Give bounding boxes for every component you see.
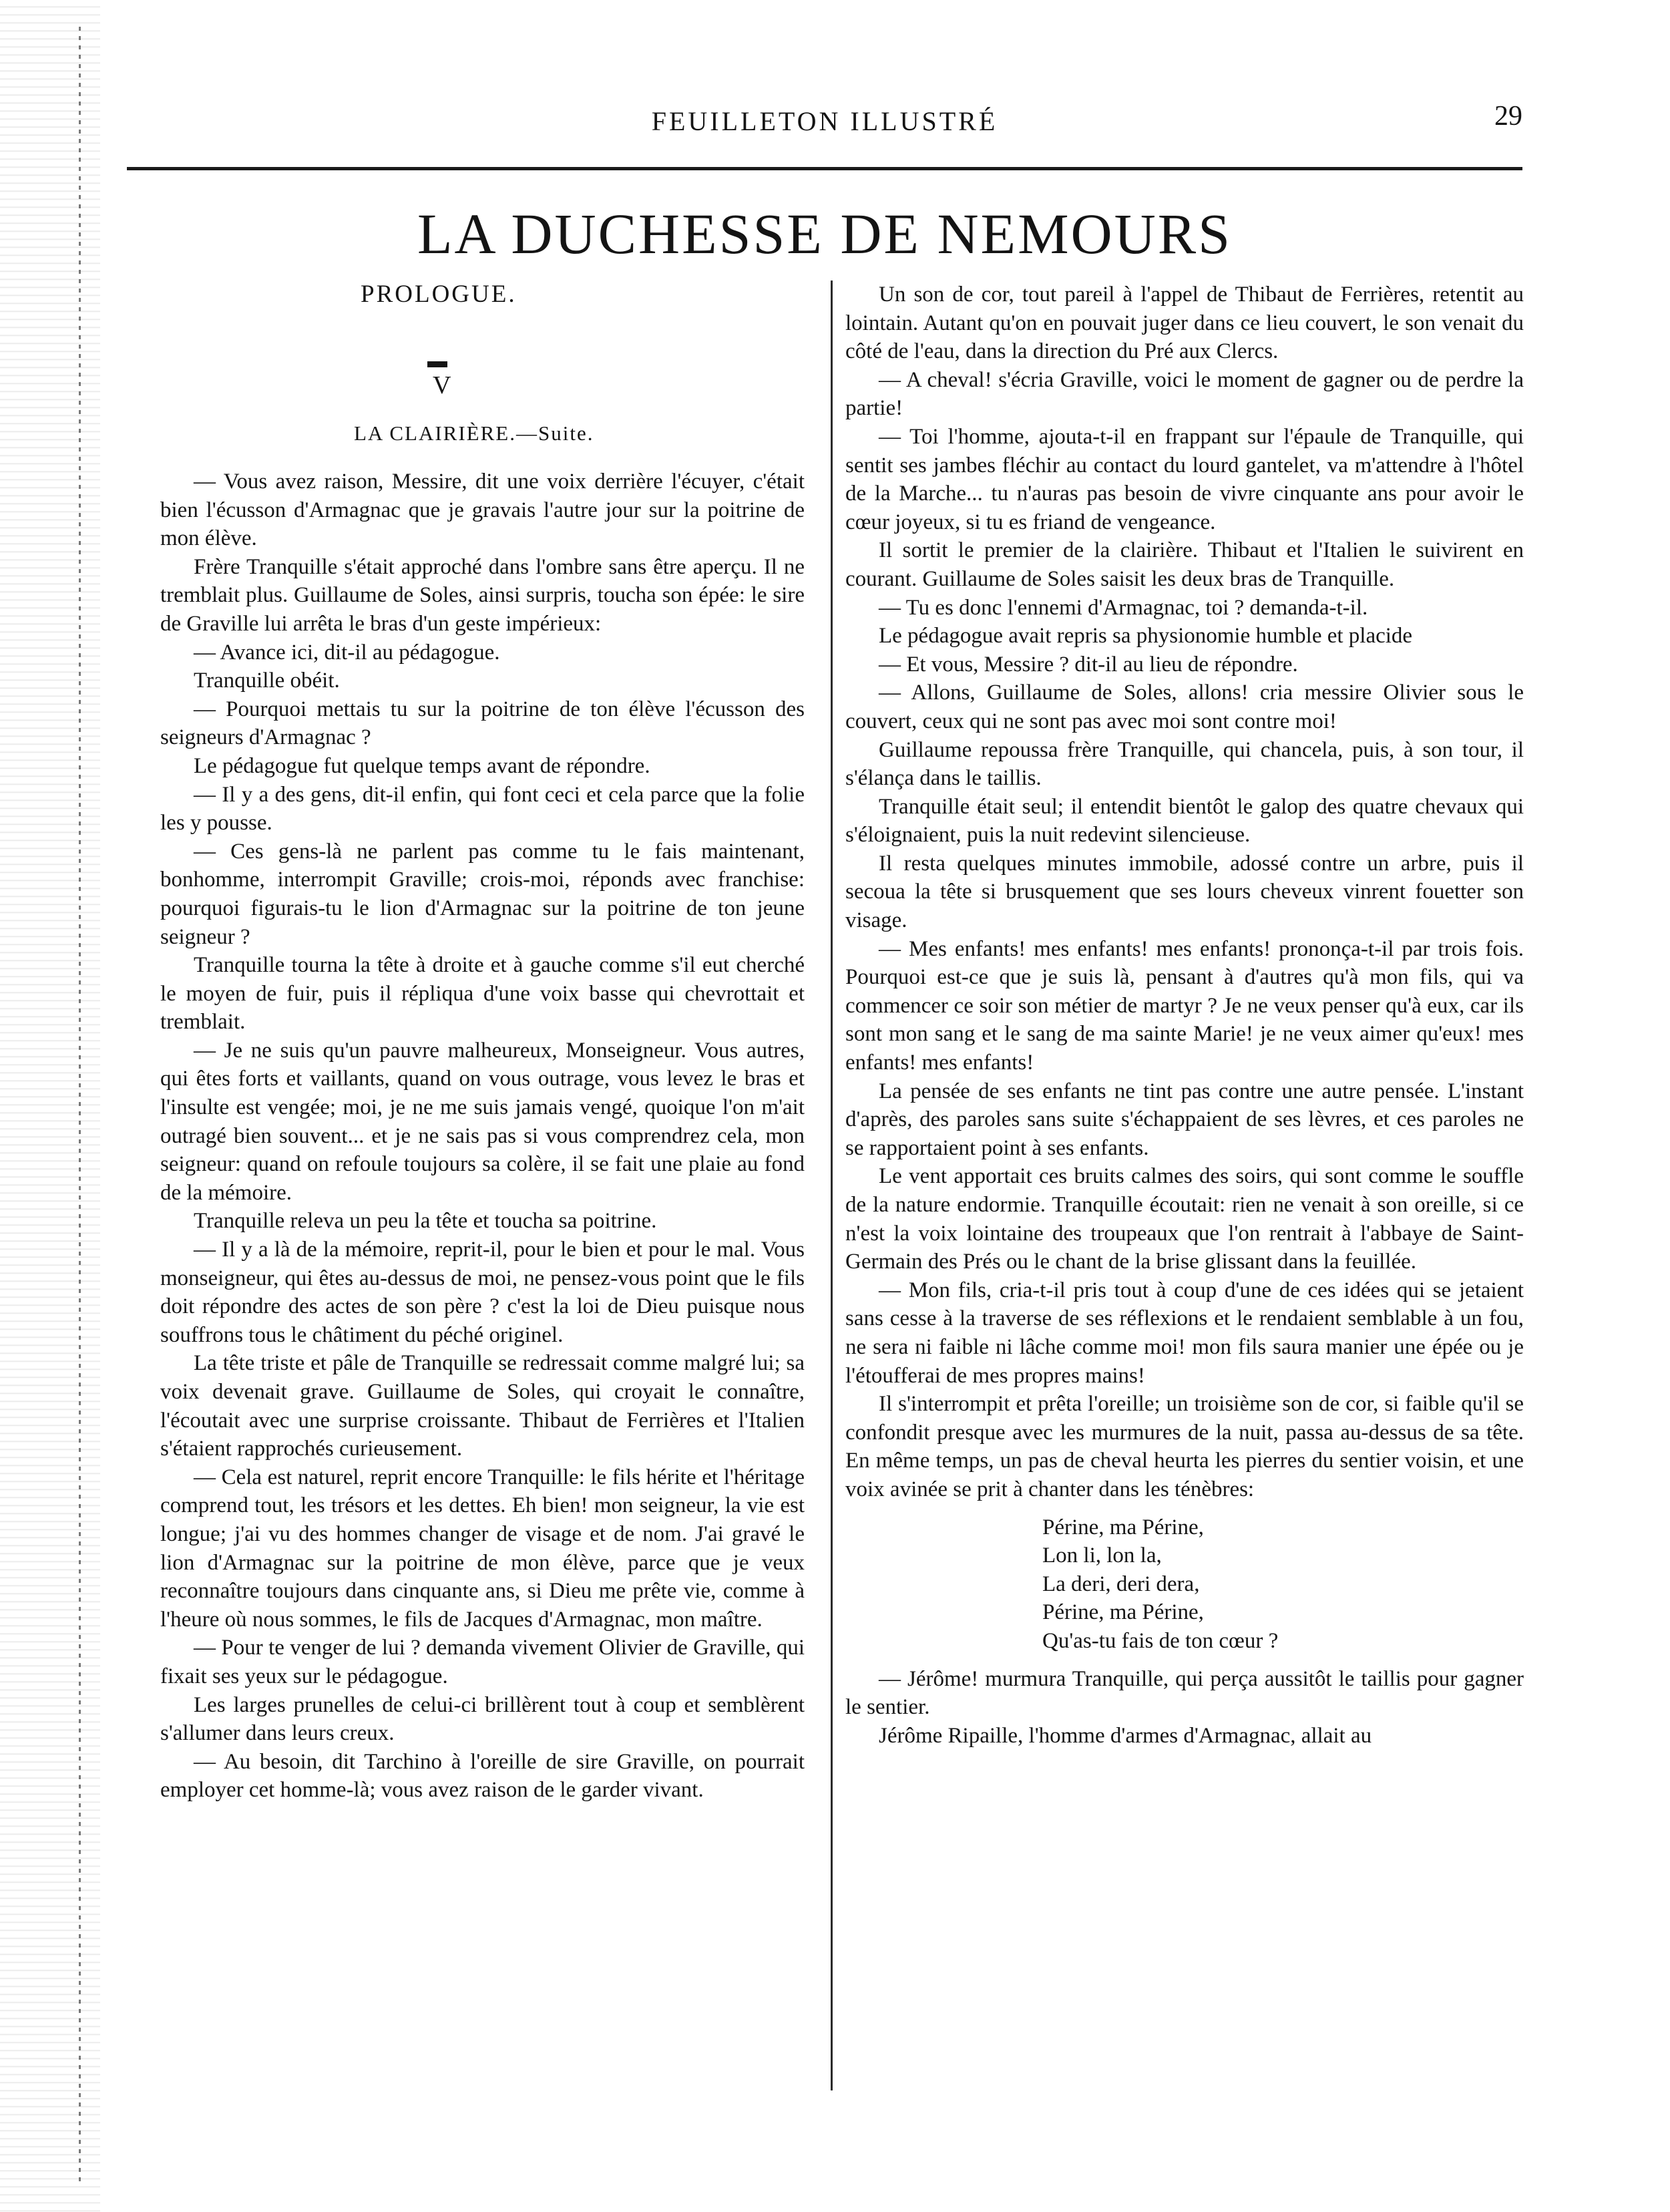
paragraph: Un son de cor, tout pareil à l'appel de Thibaut de Ferrières, retentit au lointain. Autant qu'on en pouvait juger dans ce lieu couvert, le son venait du côté de l'eau, dans la direction du Pré aux Clercs. bbox=[845, 283, 1524, 364]
paragraph: — Jérôme! murmura Tranquille, qui perça aussitôt le taillis pour gagner le sentier. bbox=[845, 1666, 1524, 1720]
paragraph: La tête triste et pâle de Tranquille se redressait comme malgré lui; sa voix devenait grave. Guillaume de Soles, qui croyait le connaître, l'écoutait avec une surprise croissante. Thibaut de Ferrières et l'Italien s'étaient rapprochés curieusement. bbox=[160, 1351, 805, 1461]
paragraph: — Vous avez raison, Messire, dit une voix derrière l'écuyer, c'était bien l'écusson d'Armagnac que je gravais l'autre jour sur la poitrine de mon élève. bbox=[160, 470, 805, 551]
paragraph: — Tu es donc l'ennemi d'Armagnac, toi ? demanda-t-il. bbox=[879, 595, 1368, 620]
paragraph: Le vent apportait ces bruits calmes des soirs, qui sont comme le souffle de la nature endormie. Tranquille écoutait: rien ne venait à son oreille, si ce n'est la voix lointaine des troupeaux que l'on rentrait à l'abbaye de Saint-Germain des Prés ou le chant de la brise glissant dans la feuillée. bbox=[845, 1164, 1524, 1274]
paragraph: — Cela est naturel, reprit encore Tranquille: le fils hérite et l'héritage comprend tout, les trésors et les dettes. Eh bien! mon seigneur, la vie est longue; j'ai vu des hommes changer de visage et de nom. J'ai gravé le lion d'Armagnac sur la poitrine de mon élève, parce que je veux reconnaître toujours dans cinquante ans, si Dieu me prête vie, comme à l'heure où nous sommes, le fils de Jacques d'Armagnac, mon maître. bbox=[160, 1465, 805, 1632]
right-column bbox=[845, 281, 1524, 1750]
paragraph: — Il y a des gens, dit-il enfin, qui font ceci et cela parce que la folie les y pousse. bbox=[160, 782, 805, 836]
paragraph: Jérôme Ripaille, l'homme d'armes d'Armagnac, allait au bbox=[879, 1723, 1372, 1748]
left-column bbox=[160, 281, 805, 1805]
paragraph: — Avance ici, dit-il au pédagogue. bbox=[194, 640, 500, 665]
song-verse bbox=[1042, 1513, 1524, 1656]
paragraph: — Allons, Guillaume de Soles, allons! cria messire Olivier sous le couvert, ceux qui ne sont pas avec moi sont contre moi! bbox=[845, 681, 1524, 733]
paragraph: Tranquille tourna la tête à droite et à gauche comme s'il eut cherché le moyen de fuir, puis il répliqua d'une voix basse qui chevrottait et tremblait. bbox=[160, 953, 805, 1035]
paragraph: — Au besoin, dit Tarchino à l'oreille de sire Graville, on pourrait employer cet homme-là; vous avez raison de le garder vivant. bbox=[160, 1749, 805, 1803]
ornament-dash: ▬ bbox=[427, 350, 447, 372]
paragraph: — Il y a là de la mémoire, reprit-il, pour le bien et pour le mal. Vous monseigneur, qui êtes au-dessus de moi, ne pensez-vous point que le fils doit répondre des actes de son père ? c'est la loi de Dieu puisque nous souffrons tous le châtiment du péché originel. bbox=[160, 1238, 805, 1347]
section-heading: PROLOGUE. bbox=[361, 281, 517, 308]
paragraph: Guillaume repoussa frère Tranquille, qui chancela, puis, à son tour, il s'élança dans le taillis. bbox=[845, 737, 1524, 791]
paragraph: — Pour te venger de lui ? demanda vivement Olivier de Graville, qui fixait ses yeux sur le pédagogue. bbox=[160, 1636, 805, 1688]
page-header bbox=[127, 100, 1522, 147]
chapter-title: LA CLAIRIÈRE.—Suite. bbox=[354, 421, 594, 445]
paragraph: Les larges prunelles de celui-ci brillèrent tout à coup et semblèrent s'allumer dans leurs creux. bbox=[160, 1692, 805, 1746]
running-head: FEUILLETON ILLUSTRÉ bbox=[651, 106, 998, 136]
paragraph: Il sortit le premier de la clairière. Thibaut et l'Italien le suivirent en courant. Guillaume de Soles saisit les deux bras de Tranquille. bbox=[845, 538, 1524, 591]
paragraph: Frère Tranquille s'était approché dans l'ombre sans être aperçu. Il ne tremblait plus. Guillaume de Soles, ainsi surpris, toucha son épée: le sire de Graville lui arrêta le bras d'un geste impérieux: bbox=[160, 554, 805, 636]
paragraph: Tranquille releva un peu la tête et toucha sa poitrine. bbox=[194, 1209, 657, 1234]
article-title: LA DUCHESSE DE NEMOURS bbox=[417, 202, 1232, 266]
paragraph: Tranquille obéit. bbox=[194, 669, 340, 693]
verse-line: Qu'as-tu fais de ton cœur ? bbox=[1042, 1628, 1279, 1653]
verse-line: La deri, deri dera, bbox=[1042, 1572, 1200, 1596]
verse-line: Périne, ma Périne, bbox=[1042, 1515, 1204, 1539]
paragraph: — Mes enfants! mes enfants! mes enfants! prononça-t-il par trois fois. Pourquoi est-ce que je suis là, pensant à d'autres qu'à mon fils, qui va commencer ce soir son métier de martyr ? Je ne veux penser qu'à eux, car ils sont mon sang et le sang de ma sainte Marie! je ne veux aimer qu'eux! mes enfants! mes enfants! bbox=[845, 936, 1524, 1075]
paragraph: — Je ne suis qu'un pauvre malheureux, Monseigneur. Vous autres, qui êtes forts et vaillants, quand on vous outrage, vous levez le bras et l'insulte est vengée; moi, je ne me suis jamais vengé, quoique l'on m'ait outragé bien souvent... et je ne sais pas si vous comprendrez cela, mon seigneur: quand on refoule toujours sa colère, il se fait une plaie au fond de la mémoire. bbox=[160, 1038, 805, 1205]
paragraph: Le pédagogue fut quelque temps avant de répondre. bbox=[194, 753, 650, 778]
paragraph: Il resta quelques minutes immobile, adossé contre un arbre, puis il secoua la tête si brusquement que ses lours cheveux vinrent fouetter son visage. bbox=[845, 851, 1524, 933]
binding-edge-line bbox=[79, 27, 81, 2184]
paragraph: Tranquille était seul; il entendit bientôt le galop des quatre chevaux qui s'éloignaient, puis la nuit redevint silencieuse. bbox=[845, 794, 1524, 848]
scanned-page-edge bbox=[0, 0, 100, 2212]
verse-line: Lon li, lon la, bbox=[1042, 1543, 1162, 1568]
paragraph: — Toi l'homme, ajouta-t-il en frappant sur l'épaule de Tranquille, qui sentit ses jambes fléchir au contact du lourd gantelet, va m'attendre à l'hôtel de la Marche... tu n'auras pas besoin de vivre cinquante ans pour avoir le cœur joyeux, si tu es friand de vengeance. bbox=[845, 424, 1524, 534]
page-number: 29 bbox=[1494, 101, 1522, 132]
column-divider bbox=[831, 281, 833, 2090]
paragraph: — Ces gens-là ne parlent pas comme tu le fais maintenant, bonhomme, interrompit Graville; crois-moi, réponds avec franchise: pourquoi figurais-tu le lion d'Armagnac sur la poitrine de ton jeune seigneur ? bbox=[160, 839, 805, 949]
verse-line: Périne, ma Périne, bbox=[1042, 1600, 1204, 1625]
paragraph: — A cheval! s'écria Graville, voici le moment de gagner ou de perdre la partie! bbox=[845, 367, 1524, 421]
paragraph: Il s'interrompit et prêta l'oreille; un troisième son de cor, si faible qu'il se confondit presque avec les murmures de la nuit, passa au-dessus de sa tête. En même temps, un pas de cheval heurta les pierres du sentier voisin, et une voix avinée se prit à chanter dans les ténèbres: bbox=[845, 1392, 1524, 1501]
header-rule bbox=[127, 167, 1522, 170]
paragraph: — Mon fils, cria-t-il pris tout à coup d'une de ces idées qui se jetaient sans cesse à la traverse de ses réflexions et le rendaient semblable à un fou, ne sera ni faible ni lâche comme moi! mon fils saura manier une épée ou je l'étoufferai de mes propres mains! bbox=[845, 1278, 1524, 1388]
paragraph: La pensée de ses enfants ne tint pas contre une autre pensée. L'instant d'après, des paroles sans suite s'échappaient de ses lèvres, et ces paroles ne se rapportaient point à ses enfants. bbox=[845, 1079, 1524, 1160]
paragraph: — Pourquoi mettais tu sur la poitrine de ton élève l'écusson des seigneurs d'Armagnac ? bbox=[160, 697, 805, 750]
paragraph: — Et vous, Messire ? dit-il au lieu de répondre. bbox=[879, 652, 1298, 677]
chapter-number: V bbox=[433, 371, 451, 399]
paragraph: Le pédagogue avait repris sa physionomie humble et placide bbox=[879, 624, 1413, 649]
